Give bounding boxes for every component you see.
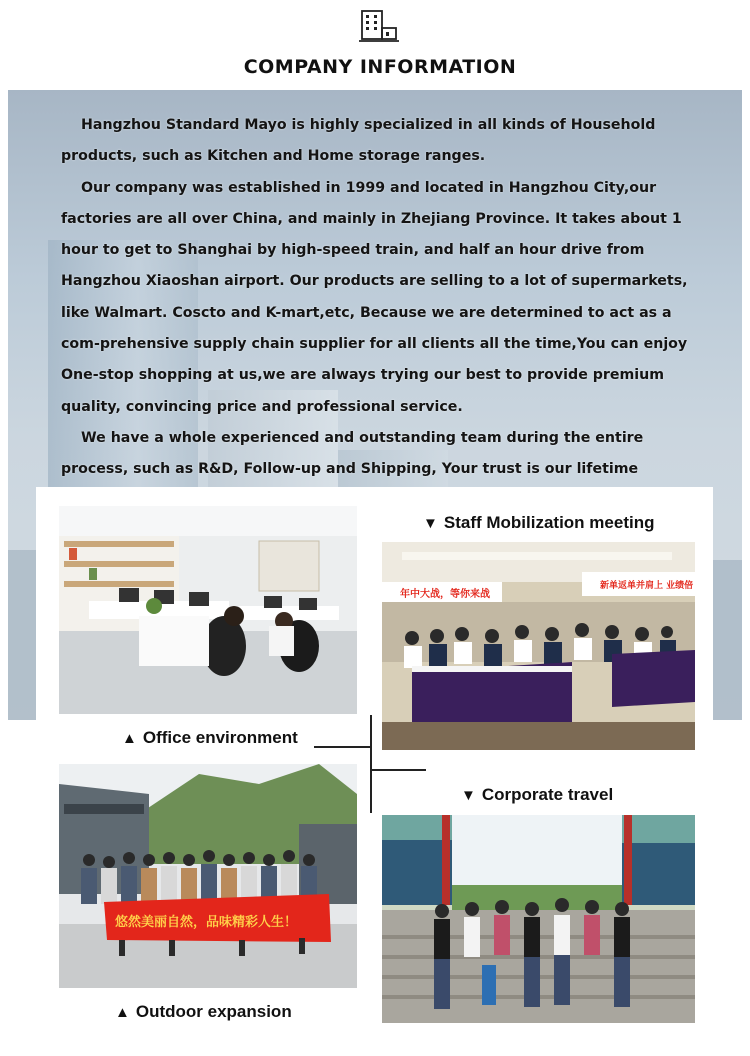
outdoor-expansion-label: Outdoor expansion: [135, 1002, 292, 1021]
down-triangle-icon: ▼: [461, 787, 476, 804]
intro-paragraph-3: We have a whole experienced and outstanding team during the entire process, such as R&D, Follow-up and Shipping, Your trust is our lifetime: [61, 429, 644, 478]
connector-line-vertical: [370, 715, 372, 813]
corporate-travel-caption: [461, 785, 613, 805]
outdoor-expansion-photo: [59, 764, 357, 988]
down-triangle-icon: ▼: [423, 515, 438, 532]
connector-line-left: [314, 746, 371, 748]
office-environment-caption: [122, 728, 298, 748]
header: [0, 0, 750, 90]
building-icon: [359, 8, 399, 44]
corporate-travel-photo: [382, 815, 695, 1023]
meeting-banner-left: 年中大战，等你来战: [400, 589, 490, 600]
up-triangle-icon: ▲: [115, 1004, 130, 1021]
outdoor-banner-text: 悠然美丽自然，品味精彩人生！: [115, 915, 298, 930]
staff-meeting-caption: [423, 513, 654, 533]
meeting-banner-right: 新单返单并肩上 业绩倍: [600, 581, 694, 591]
connector-line-right: [371, 769, 426, 771]
page-title: COMPANY INFORMATION: [243, 56, 517, 78]
up-triangle-icon: ▲: [122, 730, 137, 747]
staff-meeting-label: Staff Mobilization meeting: [443, 513, 655, 532]
intro-text: [61, 110, 701, 517]
outdoor-expansion-caption: [115, 1002, 292, 1022]
office-environment-label: Office environment: [142, 728, 298, 747]
office-environment-photo: [59, 506, 357, 714]
intro-paragraph-1: Hangzhou Standard Mayo is highly specialized in all kinds of Household products, such as Kitchen and Home storage ranges.: [61, 117, 656, 165]
intro-paragraph-2: Our company was established in 1999 and located in Hangzhou City,our factories are all over China, and mainly in Zhejiang Province. It takes about 1 hour to get to Shanghai by high-speed train, and half an hour drive from Hangzhou Xiaoshan airport. Our products are selling to a lot of supermarkets, like Walmart. Coscto and K-mart,etc, Because we are determined to act as a com-prehensive supply chain supplier for all clients all the time,You can enjoy One-stop shopping at us,we are always trying our best to provide premium quality, convincing price and professional service.: [61, 179, 688, 415]
staff-meeting-photo: [382, 542, 695, 750]
corporate-travel-label: Corporate travel: [481, 785, 614, 804]
